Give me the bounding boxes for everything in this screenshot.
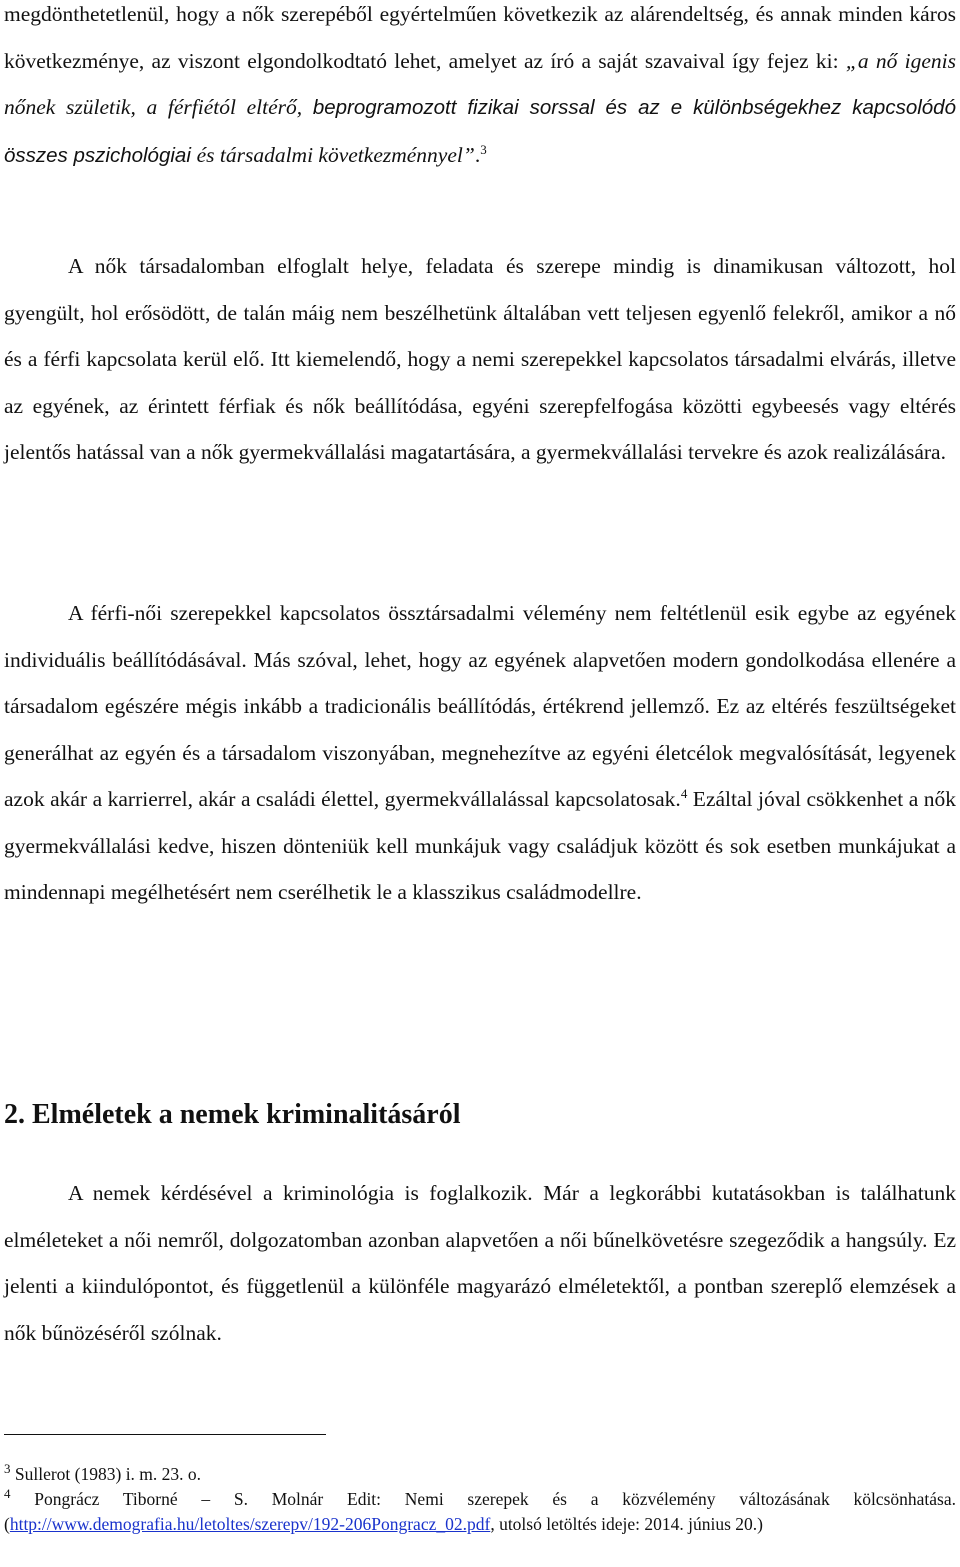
paragraph-2: A nők társadalomban elfoglalt helye, feladata és szerepe mindig is dinamikusan változott, hol gyengült, hol erősödött, de talán máig nem beszélhetünk általában vett teljesen egyenlő felekről, amikor a nő és a férfi kapcsolata kerül elő. Itt kiemelendő, hogy a nemi szerepekkel kapcsolatos társadalmi elvárás, illetve az egyének, az érintett férfiak és nők beállítódása, egyéni szerepfelfogása közötti egybeesés vagy eltérés jelentős hatással van a nők gyermekvállalási magatartására, a gyermekvállalási tervekre és azok realizálására. xyxy=(4,254,956,464)
footnote-text: Pongrácz Tiborné – S. Molnár Edit: Nemi szerepek és a közvélemény változásának kölcsönhatása. ( xyxy=(4,1489,956,1534)
section-heading: 2. Elméletek a nemek kriminalitásáról xyxy=(4,1099,461,1130)
paragraph-1-quote-b: beprogramozott fizikai sorssal és az e különbségekhez kapcsolódó összes pszichológiai xyxy=(4,96,956,167)
footnote-text: Sullerot (1983) i. m. 23. o. xyxy=(10,1464,202,1484)
paragraph-1-end: . xyxy=(474,142,481,167)
paragraph-1 xyxy=(4,0,956,179)
footnote-ref-4[interactable]: 4 xyxy=(680,785,688,801)
paragraph-3 xyxy=(4,590,956,916)
footnote-text-after: , utolsó letöltés ideje: 2014. június 20.) xyxy=(490,1514,763,1534)
footnote-link[interactable]: http://www.demografia.hu/letoltes/szerepv/192-206Pongracz_02.pdf xyxy=(9,1514,491,1534)
paragraph-3-text-b: Ezáltal jóval csökkenhet a nők gyermekvállalási kedve, hiszen dönteniük kell munkájuk vagy családjuk között és sok esetben munkájukat a mindennapi megélhetésért nem cserélhetik le a klasszikus családmodellre. xyxy=(4,787,956,904)
footnote-ref-3[interactable]: 3 xyxy=(480,141,487,157)
footnote-number: 3 xyxy=(4,1461,11,1477)
paragraph-3-text-a: A férfi-női szerepekkel kapcsolatos össztársadalmi vélemény nem feltétlenül esik egybe az egyének individuális beállítódásával. Más szóval, lehet, hogy az egyének alapvetően modern gondolkodása ellenére a társadalom egészére mégis inkább a tradicionális beállítódás, értékrend jellemző. Ez az eltérés feszültségeket generálhat az egyén és a társadalom viszonyában, megnehezítve az egyéni életcélok megvalósítását, legyenek azok akár a karrierrel, akár a családi élettel, gyermekvállalással kapcsolatosak. xyxy=(4,601,956,811)
footnote-number: 4 xyxy=(4,1486,11,1502)
footnote-4 xyxy=(4,1487,956,1537)
paragraph-1-quote-a: „a nő igenis nőnek születik, a férfiétól eltérő, xyxy=(4,48,956,119)
footnote-3 xyxy=(4,1462,956,1487)
section-paragraph: A nemek kérdésével a kriminológia is foglalkozik. Már a legkorábbi kutatásokban is találhatunk elméleteket a női nemről, dolgozatomban azonban alapvetően a női bűnelkövetésre szegeződik a hangsúly. Ez jelenti a kiindulópontot, és függetlenül a különféle magyarázó elméletektől, a pontban szereplő elemzések a nők bűnözéséről szólnak. xyxy=(4,1181,956,1345)
footnote-separator xyxy=(4,1434,326,1435)
paragraph-1-quote-c: és társadalmi következménnyel” xyxy=(196,142,475,167)
paragraph-1-start: megdönthetetlenül, hogy a nők szerepéből egyértelműen következik az alárendeltség, és annak minden káros következménye, az viszont elgondolkodtató lehet, amelyet az író a saját szavaival így fejez ki: xyxy=(4,2,956,73)
footnotes xyxy=(4,1462,956,1537)
